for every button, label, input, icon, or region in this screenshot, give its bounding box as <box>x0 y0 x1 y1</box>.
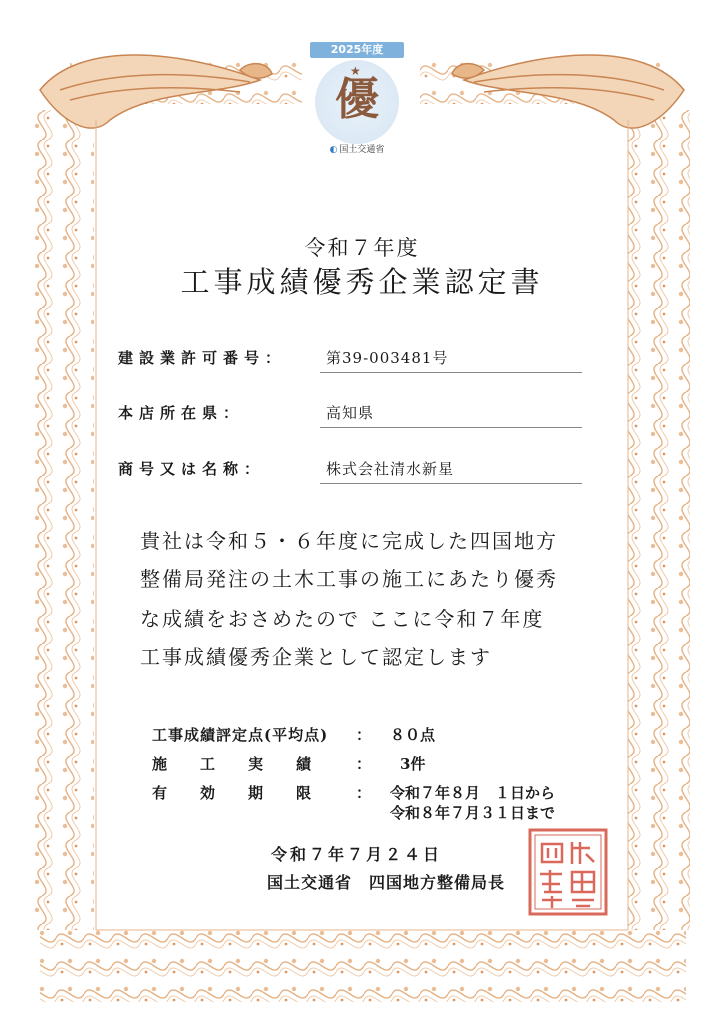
stat-label: 工事成績評定点(平均点) <box>152 726 329 744</box>
era-title: 令和７年度 <box>304 236 420 260</box>
issuer-name: 国土交通省 四国地方整備局長 <box>267 873 506 892</box>
body-line: 整備局発注の土木工事の施工にあたり優秀 <box>140 567 558 591</box>
stat-period-to: 令和８年７月３１日まで <box>390 804 556 822</box>
body-line: 工事成績優秀企業として認定します <box>140 645 492 669</box>
stat-label: 施 工 実 績 <box>152 755 313 773</box>
body-line: 貴社は令和５・６年度に完成した四国地方 <box>140 529 558 553</box>
stat-label: 有 効 期 限 <box>152 784 313 802</box>
field-label: 商号又は名称： <box>118 460 266 478</box>
official-seal <box>528 828 608 916</box>
stat-colon: ： <box>356 784 372 802</box>
excellence-emblem <box>306 42 408 158</box>
stat-colon: ： <box>356 726 372 744</box>
emblem-year-label: 2025年度 <box>310 42 404 58</box>
field-label: 建設業許可番号： <box>118 349 287 367</box>
emblem-ministry <box>310 142 404 155</box>
field-license-number <box>118 345 582 371</box>
field-company-name <box>118 456 582 482</box>
field-value: 高知県 <box>326 404 375 422</box>
field-value: 第39-003481号 <box>326 349 449 367</box>
stat-value: ８０点 <box>390 726 436 744</box>
stat-colon: ： <box>356 755 372 773</box>
field-underline <box>320 427 582 428</box>
emblem-mark: 優 <box>335 74 379 125</box>
issue-date: 令和７年７月２４日 <box>271 845 443 864</box>
star-icon: ★ <box>350 64 361 78</box>
field-value: 株式会社清水新星 <box>326 460 455 478</box>
field-label: 本店所在県： <box>118 404 245 422</box>
stat-value: 3件 <box>400 755 426 773</box>
emblem-ministry-name: 国土交通省 <box>339 145 385 155</box>
body-line: な成績をおさめたので ここに令和７年度 <box>140 607 545 631</box>
ministry-logo-icon: ◐ <box>329 145 338 155</box>
stat-period-from: 令和７年８月 １日から <box>390 784 556 802</box>
certificate-title: 工事成績優秀企業認定書 <box>180 265 544 299</box>
field-head-office-prefecture <box>118 400 582 426</box>
field-underline <box>320 372 582 373</box>
field-underline <box>320 483 582 484</box>
